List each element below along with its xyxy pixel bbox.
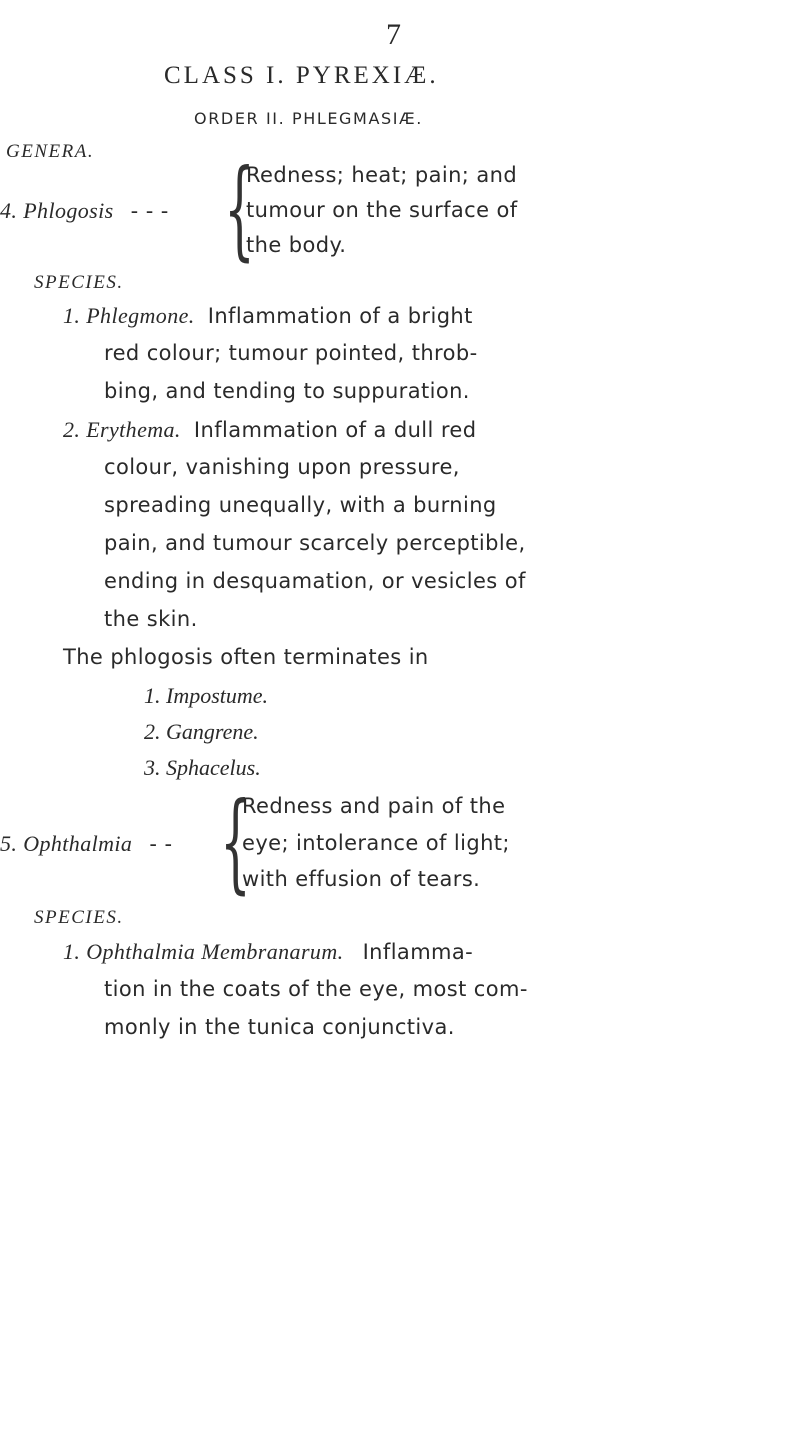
species-erythema-line-2: colour, vanishing upon pressure,	[104, 455, 460, 479]
genus-ophthalmia-desc-3: with effusion of tears.	[242, 867, 481, 891]
terminates-text: The phlogosis often terminates in	[63, 645, 429, 669]
brace-icon: {	[220, 780, 251, 905]
species-label: SPECIES.	[34, 272, 124, 293]
species-name: 2. Erythema.	[63, 417, 181, 442]
order-heading: ORDER II. PHLEGMASIÆ.	[194, 109, 423, 128]
genus-name: 5. Ophthalmia	[0, 831, 133, 856]
genus-ophthalmia-name	[0, 831, 172, 857]
species-label: SPECIES.	[34, 907, 124, 928]
genus-dashes: - -	[149, 832, 173, 856]
species-erythema-line-1: 2. Erythema. Inflammation of a dull red	[63, 417, 477, 442]
species-phlegmone-line-1: 1. Phlegmone. Inflammation of a bright	[63, 303, 473, 328]
genera-label: GENERA.	[6, 141, 95, 162]
termination-item: 2. Gangrene.	[144, 719, 259, 744]
genus-name: 4. Phlogosis	[0, 198, 114, 223]
species-erythema-line-5: ending in desquamation, or vesicles of	[104, 569, 526, 593]
species-name: 1. Phlegmone.	[63, 303, 195, 328]
species-erythema-line-6: the skin.	[104, 607, 198, 631]
genus-phlogosis-desc-2: tumour on the surface of	[246, 198, 518, 222]
genus-dashes: - - -	[130, 199, 169, 223]
termination-item: 1. Impostume.	[144, 683, 269, 708]
species-ophthalmia-membranarum-line-1: 1. Ophthalmia Membranarum. Inflamma-	[63, 939, 474, 964]
termination-item: 3. Sphacelus.	[144, 755, 261, 780]
species-phlegmone-line-3: bing, and tending to suppuration.	[104, 379, 470, 403]
species-ophthalmia-membranarum-line-2: tion in the coats of the eye, most com-	[104, 977, 528, 1001]
page-number: 7	[386, 18, 401, 51]
genus-ophthalmia-desc-2: eye; intolerance of light;	[242, 831, 510, 855]
genus-ophthalmia-desc-1: Redness and pain of the	[242, 794, 506, 818]
species-erythema-line-3: spreading unequally, with a burning	[104, 493, 497, 517]
genus-phlogosis-name	[0, 198, 169, 224]
species-name: 1. Ophthalmia Membranarum.	[63, 939, 344, 964]
species-erythema-line-4: pain, and tumour scarcely perceptible,	[104, 531, 526, 555]
class-heading: CLASS I. PYREXIÆ.	[164, 62, 439, 89]
brace-icon: {	[224, 147, 255, 272]
species-phlegmone-line-2: red colour; tumour pointed, throb-	[104, 341, 478, 365]
species-ophthalmia-membranarum-line-3: monly in the tunica conjunctiva.	[104, 1015, 455, 1039]
genus-phlogosis-desc-3: the body.	[246, 233, 347, 257]
genus-phlogosis-desc-1: Redness; heat; pain; and	[246, 163, 518, 187]
